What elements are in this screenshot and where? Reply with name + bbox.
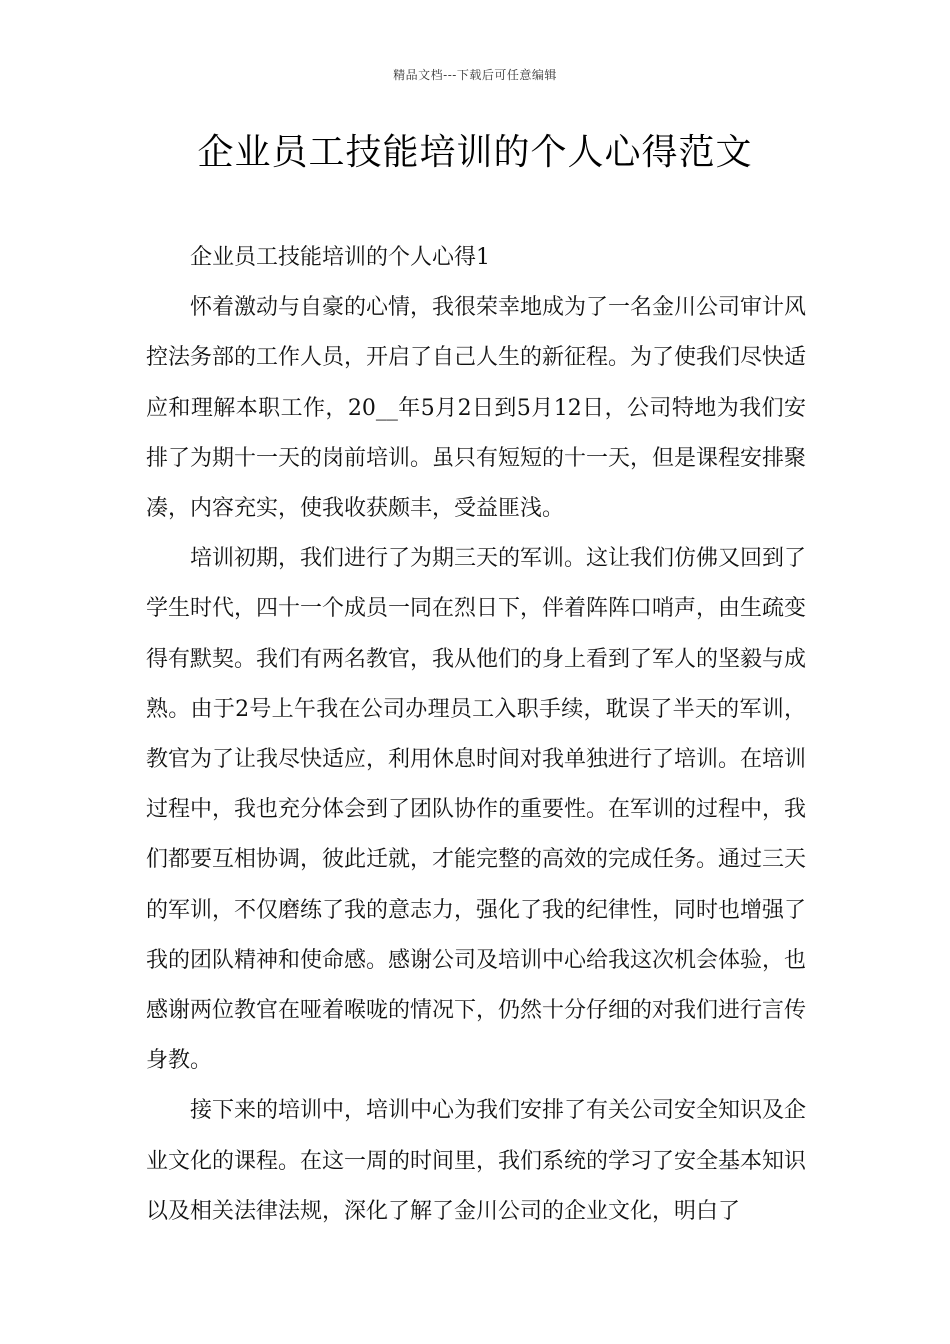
paragraph: 怀着激动与自豪的心情，我很荣幸地成为了一名金川公司审计风控法务部的工作人员，开启了自己人生的新征程。为了使我们尽快适应和理解本职工作，20__年5月2日到5月12日，公司特地为我们安排了为期十一天的岗前培训。虽只有短短的十一天，但是课程安排聚凑，内容充实，使我收获颇丰，受益匪浅。	[146, 295, 807, 522]
document-title: 企业员工技能培训的个人心得范文	[197, 132, 753, 173]
paragraph: 培训初期，我们进行了为期三天的军训。这让我们仿佛又回到了学生时代，四十一个成员一同在烈日下，伴着阵阵口哨声，由生疏变得有默契。我们有两名教官，我从他们的身上看到了军人的坚毅与成熟。由于2号上午我在公司办理员工入职手续，耽误了半天的军训，教官为了让我尽快适应，利用休息时间对我单独进行了培训。在培训过程中，我也充分体会到了团队协作的重要性。在军训的过程中，我们都要互相协调，彼此迁就，才能完整的高效的完成任务。通过三天的军训，不仅磨练了我的意志力，强化了我的纪律性，同时也增强了我的团队精神和使命感。感谢公司及培训中心给我这次机会体验，也感谢两位教官在哑着喉咙的情况下，仍然十分仔细的对我们进行言传身教。	[146, 546, 807, 1074]
section-heading: 企业员工技能培训的个人心得1	[190, 245, 490, 270]
header-note: 精品文档---下载后可任意编辑	[393, 68, 557, 82]
paragraph: 接下来的培训中，培训中心为我们安排了有关公司安全知识及企业文化的课程。在这一周的时间里，我们系统的学习了安全基本知识以及相关法律法规，深化了解了金川公司的企业文化，明白了	[146, 1098, 807, 1224]
document-body	[146, 233, 806, 1237]
